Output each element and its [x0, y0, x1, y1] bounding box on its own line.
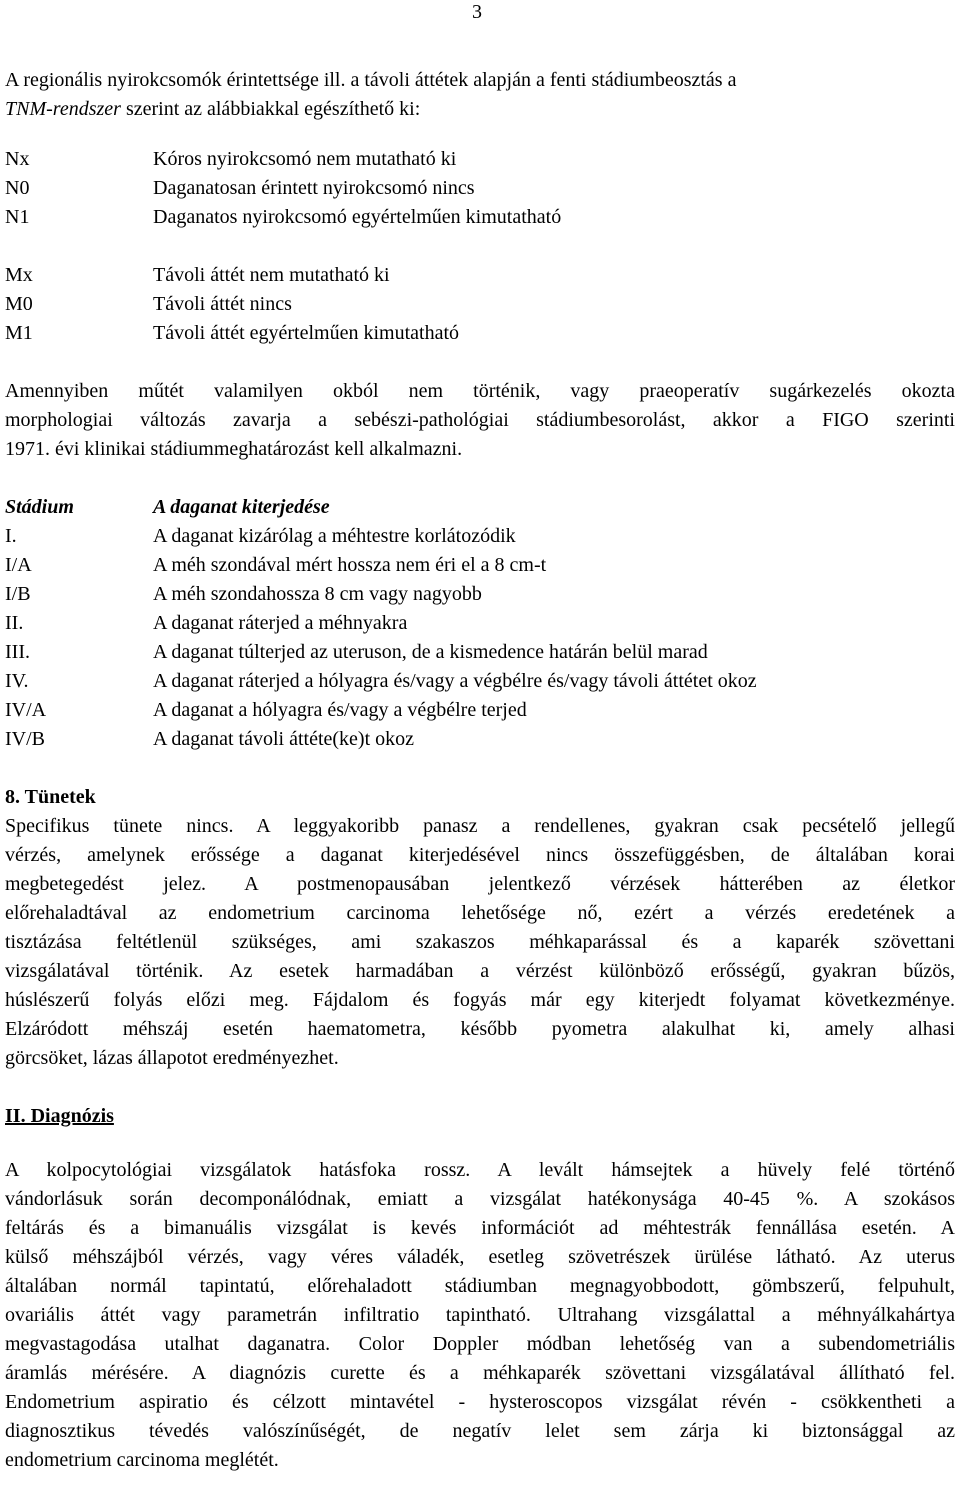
header-stage: Stádium — [5, 496, 74, 518]
stage-label: IV. — [5, 670, 29, 692]
paragraph-line: vérzés, amelynek erőssége a daganat kiterjedésével nincs összefüggésben, de általában korai — [5, 844, 955, 866]
stage-label: IV/B — [5, 728, 45, 750]
code-label: Nx — [5, 148, 30, 170]
stage-row — [5, 725, 955, 754]
stage-table — [5, 493, 955, 754]
code-description: Távoli áttét egyértelműen kimutatható — [153, 322, 460, 344]
paragraph-line: megbetegedést jelez. A postmenopausában jelentkező vérzések hátterében az életkor — [5, 873, 955, 895]
stage-label: IV/A — [5, 699, 47, 721]
stage-description: A daganat kizárólag a méhtestre korlátozódik — [153, 525, 516, 547]
paragraph-line: Amennyiben műtét valamilyen okból nem történik, vagy praeoperatív sugárkezelés okozta — [5, 380, 955, 402]
paragraph-line: endometrium carcinoma meglétét. — [5, 1449, 279, 1471]
stage-row — [5, 638, 955, 667]
paragraph-line: külső méhszájból vérzés, vagy véres váladék, esetleg szövetrészek ürülése látható. Az uterus — [5, 1246, 955, 1268]
code-description: Daganatos nyirokcsomó egyértelműen kimutatható — [153, 206, 562, 228]
stage-description: A daganat a hólyagra és/vagy a végbélre terjed — [153, 699, 527, 721]
code-description: Kóros nyirokcsomó nem mutatható ki — [153, 148, 457, 170]
stage-label: I/A — [5, 554, 32, 576]
stage-description: A daganat ráterjed a hólyagra és/vagy a végbélre és/vagy távoli áttétet okoz — [153, 670, 757, 692]
paragraph-line: vizsgálatával történik. Az esetek harmadában a vérzést különböző erősségű, gyakran bűzös, — [5, 960, 955, 982]
code-label: M0 — [5, 293, 33, 315]
n-code-list — [5, 145, 955, 232]
diagnosis-section — [5, 1102, 955, 1475]
symptoms-section — [5, 783, 955, 1073]
tnm-term: TNM-rendszer — [5, 98, 121, 120]
n-code-row — [5, 145, 955, 174]
code-label: M1 — [5, 322, 33, 344]
paragraph-line: feltárás és a bimanuális vizsgálat is kevés információt ad méhtestrák fennállása esetén. A — [5, 1217, 955, 1239]
stage-row — [5, 522, 955, 551]
intro-line-2 — [5, 95, 955, 124]
stage-description: A méh szondával mért hossza nem éri el a 8 cm-t — [153, 554, 547, 576]
intro-line-1: A regionális nyirokcsomók érintettsége ill. a távoli áttétek alapján a fenti stádiumbeosztás a — [5, 69, 737, 91]
m-code-row — [5, 261, 955, 290]
stage-label: I. — [5, 525, 17, 547]
page-number: 3 — [472, 1, 482, 23]
paragraph-line: Elzáródott méhszáj esetén haematometra, később pyometra alakulhat ki, amely alhasi — [5, 1018, 955, 1040]
stage-description: A méh szondahossza 8 cm vagy nagyobb — [153, 583, 482, 605]
m-code-list — [5, 261, 955, 348]
code-description: Távoli áttét nincs — [153, 293, 292, 315]
figo-paragraph — [5, 377, 955, 464]
stage-table-header — [5, 493, 955, 522]
paragraph-line: diagnosztikus tévedés valószínűségét, de negatív lelet sem zárja ki biztonsággal az — [5, 1420, 955, 1442]
paragraph-line: Specifikus tünete nincs. A leggyakoribb panasz a rendellenes, gyakran csak pecsételő jellegű — [5, 815, 955, 837]
n-code-row — [5, 203, 955, 232]
stage-row — [5, 609, 955, 638]
document-body — [5, 66, 955, 1475]
header-extent: A daganat kiterjedése — [153, 496, 330, 518]
code-description: Daganatosan érintett nyirokcsomó nincs — [153, 177, 475, 199]
stage-row — [5, 696, 955, 725]
stage-row — [5, 580, 955, 609]
paragraph-line: általában normál tapintatú, előrehaladott stádiumban megnagyobbodott, gömbszerű, felpuhult, — [5, 1275, 955, 1297]
paragraph-line: húslészerű folyás előzi meg. Fájdalom és fogyás már egy kiterjedt folyamat következménye. — [5, 989, 955, 1011]
code-label: N0 — [5, 177, 30, 199]
paragraph-line: 1971. évi klinikai stádiummeghatározást kell alkalmazni. — [5, 438, 463, 460]
n-code-row — [5, 174, 955, 203]
m-code-row — [5, 290, 955, 319]
intro-line-2-rest: szerint az alábbiakkal egészíthető ki: — [120, 98, 421, 120]
code-label: Mx — [5, 264, 33, 286]
stage-label: I/B — [5, 583, 31, 605]
paragraph-line: vándorlásuk során decomponálódnak, emiatt a vizsgálat hatékonysága 40-45 %. A szokásos — [5, 1188, 955, 1210]
paragraph-line: megvastagodása utalhat daganatra. Color Doppler módban lehetőség van a subendometriális — [5, 1333, 955, 1355]
paragraph-line: áramlás mérésére. A diagnózis curette és a méhkaparék szövettani vizsgálatával állítható fel. — [5, 1362, 955, 1384]
paragraph-line: A kolpocytológiai vizsgálatok hatásfoka rossz. A levált hámsejtek a hüvely felé történő — [5, 1159, 955, 1181]
paragraph-line: morphologiai változás zavarja a sebészi-pathológiai stádiumbesorolást, akkor a FIGO szerinti — [5, 409, 955, 431]
paragraph-line: görcsöket, lázas állapotot eredményezhet. — [5, 1047, 339, 1069]
paragraph-line: ovariális áttét vagy parametrán infiltratio tapintható. Ultrahang vizsgálattal a méhnyálkahártya — [5, 1304, 955, 1326]
stage-row — [5, 551, 955, 580]
paragraph-line: Endometrium aspiratio és célzott mintavétel - hysteroscopos vizsgálat révén - csökkentheti a — [5, 1391, 955, 1413]
stage-description: A daganat távoli áttéte(ke)t okoz — [153, 728, 415, 750]
paragraph-line: előrehaladtával az endometrium carcinoma lehetősége nő, ezért a vérzés eredetének a — [5, 902, 955, 924]
diagnosis-heading: II. Diagnózis — [5, 1105, 114, 1127]
stage-label: III. — [5, 641, 30, 663]
paragraph-line: tisztázása feltétlenül szükséges, ami szakaszos méhkaparással és a kaparék szövettani — [5, 931, 955, 953]
symptoms-heading: 8. Tünetek — [5, 786, 96, 808]
code-label: N1 — [5, 206, 30, 228]
stage-description: A daganat ráterjed a méhnyakra — [153, 612, 408, 634]
stage-description: A daganat túlterjed az uteruson, de a kismedence határán belül marad — [153, 641, 708, 663]
stage-label: II. — [5, 612, 24, 634]
code-description: Távoli áttét nem mutatható ki — [153, 264, 390, 286]
stage-row — [5, 667, 955, 696]
m-code-row — [5, 319, 955, 348]
